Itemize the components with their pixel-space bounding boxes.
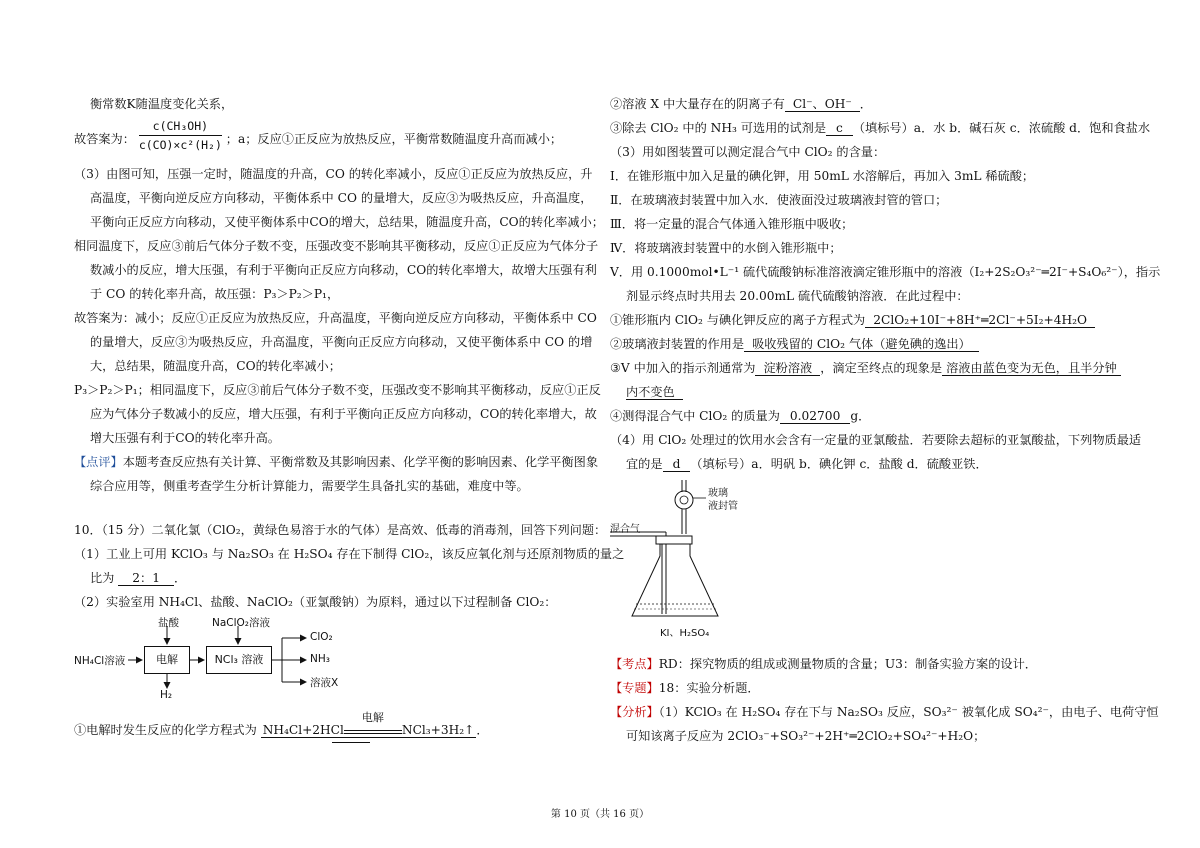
clo2-output-label: ClO₂ — [310, 631, 333, 643]
h2-label: H₂ — [160, 689, 173, 701]
answer-blank: 溶液由蓝色变为无色，且半分钟 — [942, 361, 1121, 376]
text-line: P₃＞P₂＞P₁；相同温度下，反应③前后气体分子数不变，压强改变不影响其平衡移动，反应①正反 — [74, 383, 601, 397]
text-line: Ⅲ．将一定量的混合气体通入锥形瓶中吸收； — [610, 217, 854, 231]
analysis-text: （1）KClO₃ 在 H₂SO₄ 存在下与 Na₂SO₃ 反应，SO₃²⁻ 被氧化成 SO₄²⁻，由电子、电荷守恒 — [658, 705, 1159, 719]
text-line: 应为气体分子数减小的反应，增大压强，有利于平衡向正反应方向移动，CO的转化率增大，故 — [90, 407, 597, 421]
text-line: 相同温度下，反应③前后气体分子数不变，压强改变不影响其平衡移动，反应①正反应为气体分子 — [74, 239, 599, 253]
knowledge-point-text: RD：探究物质的组成或测量物质的含量；U3：制备实验方案的设计． — [658, 657, 1037, 671]
page-footer: 第 10 页（共 16 页） — [550, 809, 650, 820]
answer-line — [610, 408, 870, 424]
answer-middle: ，滴定至终点的现象是 — [820, 361, 943, 375]
equilibrium-constant-fraction — [139, 118, 222, 153]
text-line: 平衡向正反应方向移动，又使平衡体系中CO的增大，总结果，随温度升高，CO的转化率减小； — [90, 215, 604, 229]
topic-tag: 【专题】 — [610, 681, 659, 695]
answer-blank: Cl⁻、OH⁻ — [785, 97, 860, 112]
answer-line — [610, 312, 1095, 328]
topic-text: 18：实验分析题． — [658, 681, 760, 695]
text-line: 故答案为：减小；反应①正反应为放热反应，升高温度，平衡向逆反应方向移动，平衡体系中 CO — [74, 311, 597, 325]
answer-suffix: g． — [850, 409, 871, 423]
answer-line — [626, 384, 683, 400]
answer-blank: 2：1 — [118, 571, 174, 586]
text-line: 剂显示终点时共用去 20.00mL 硫代硫酸钠溶液．在此过程中： — [626, 289, 969, 303]
electrolysis-condition — [344, 711, 402, 734]
liquid-seal-label-line2: 液封管 — [708, 501, 738, 512]
answer-blank: d — [663, 457, 691, 472]
text-line: Ⅴ．用 0.1000mol•L⁻¹ 硫代硫酸钠标准溶液滴定锥形瓶中的溶液（I₂+2S₂O₃²⁻═2I⁻+S₄O₆²⁻），指示 — [610, 265, 1161, 279]
answer-suffix: ． — [476, 723, 489, 737]
text-line: （3）由图可知，压强一定时，随温度的升高，CO 的转化率减小，反应①正反应为放热反应，升 — [74, 167, 593, 181]
equation-products: NCl₃+3H₂↑ — [401, 723, 475, 737]
answer-prefix: ③V 中加入的指示剂通常为 — [610, 361, 756, 375]
mixed-gas-label: 混合气 — [610, 524, 640, 535]
answer-suffix: （填标号）a．明矾 b．碘化钾 c．盐酸 d．硫酸亚铁． — [690, 457, 988, 471]
text-line: （2）实验室用 NH₄Cl、盐酸、NaClO₂（亚氯酸钠）为原料，通过以下过程制备 ClO₂： — [74, 595, 557, 609]
flask-contents-label: KI、H₂SO₄ — [660, 628, 710, 639]
solution-x-output-label: 溶液X — [310, 677, 339, 689]
knowledge-point-line — [610, 656, 1037, 672]
liquid-seal-label-line1: 玻璃 — [708, 488, 728, 499]
topic-line — [610, 680, 760, 696]
answer-prefix: ②玻璃液封装置的作用是 — [610, 337, 745, 351]
equation-underline — [332, 742, 370, 743]
naclo2-solution-label: NaClO₂溶液 — [212, 617, 271, 629]
answer-prefix: ④测得混合气中 ClO₂ 的质量为 — [610, 409, 780, 423]
answer-prefix: 比为 — [90, 571, 115, 585]
text-line: Ⅰ．在锥形瓶中加入足量的碘化钾，用 50mL 水溶解后，再加入 3mL 稀硫酸； — [610, 169, 1035, 183]
answer-blank: 吸收残留的 ClO₂ 气体（避免碘的逸出） — [744, 337, 979, 352]
text-line: 可知该离子反应为 2ClO₃⁻+SO₃²⁻+2H⁺═2ClO₂+SO₄²⁻+H₂O； — [626, 729, 986, 743]
answer-blank: 0.02700 — [780, 409, 850, 424]
answer-blank — [261, 711, 477, 738]
answer-blank: c — [826, 121, 853, 136]
text-line: Ⅱ．在玻璃液封装置中加入水．使液面没过玻璃液封管的管口； — [610, 193, 948, 207]
equation-reactants: NH₄Cl+2HCl — [262, 723, 344, 737]
answer-suffix: （填标号）a．水 b．碱石灰 c．浓硫酸 d．饱和食盐水 — [852, 121, 1151, 135]
comment-line — [74, 454, 598, 470]
fraction-denominator: c(CO)×c²(H₂) — [138, 138, 222, 152]
answer-blank: 2ClO₂+10I⁻+8H⁺═2Cl⁻+5I₂+4H₂O — [865, 313, 1095, 328]
answer-line — [626, 456, 988, 472]
text-line: 于 CO 的转化率升高，故压强：P₃＞P₂＞P₁， — [90, 287, 340, 301]
answer-line — [610, 336, 979, 352]
fraction-numerator: c(CH₃OH) — [139, 118, 222, 136]
answer-line — [90, 570, 186, 586]
text-line: 高温度，平衡向逆反应方向移动，平衡体系中 CO 的量增大，反应③为吸热反应，升高温度， — [90, 191, 593, 205]
text-line: （3）用如图装置可以测定混合气中 ClO₂ 的含量： — [610, 145, 886, 159]
ncl3-solution-box: NCl₃ 溶液 — [206, 646, 272, 674]
answer-prefix: ①锥形瓶内 ClO₂ 与碘化钾反应的离子方程式为 — [610, 313, 866, 327]
hcl-label: 盐酸 — [158, 617, 179, 629]
question-10-title: 10．（15 分）二氧化氯（ClO₂，黄绿色易溶于水的气体）是高效、低毒的消毒剂，回答下列问题： — [74, 523, 607, 537]
answer-line — [74, 711, 489, 738]
answer-suffix: ． — [173, 571, 187, 585]
electrolysis-box: 电解 — [144, 646, 190, 674]
comment-tag: 【点评】 — [74, 455, 123, 469]
answer-line — [610, 96, 872, 112]
nh4cl-solution-label: NH₄Cl溶液 — [74, 655, 126, 667]
knowledge-point-tag: 【考点】 — [610, 657, 659, 671]
text-line: 数减小的反应，增大压强，有利于平衡向正反应方向移动，CO的转化率增大，故增大压强有利 — [90, 263, 597, 277]
answer-line — [74, 119, 563, 153]
answer-prefix: ③除去 ClO₂ 中的 NH₃ 可选用的试剂是 — [610, 121, 827, 135]
answer-blank: 淀粉溶液 — [755, 361, 820, 376]
analysis-tag: 【分析】 — [610, 705, 659, 719]
answer-blank: 内不变色 — [626, 385, 683, 400]
answer-suffix: ． — [859, 97, 872, 111]
answer-line — [610, 360, 1121, 376]
answer-prefix: ①电解时发生反应的化学方程式为 — [74, 723, 257, 737]
text-line: 大，总结果，随温度升高，CO的转化率减小； — [90, 359, 341, 373]
text-line: 的量增大，反应③为吸热反应，升高温度，平衡向正反应方向移动，又使平衡体系中 CO 的增 — [90, 335, 593, 349]
analysis-line — [610, 704, 1159, 720]
text-line: 增大压强有利于CO的转化率升高。 — [90, 431, 280, 445]
comment-text: 本题考查反应热有关计算、平衡常数及其影响因素、化学平衡的影响因素、化学平衡图象 — [122, 455, 599, 469]
answer-line — [610, 120, 1150, 136]
answer-prefix: 宜的是 — [626, 457, 663, 471]
answer-text: ；a；反应①正反应为放热反应，平衡常数随温度升高而减小； — [225, 132, 563, 146]
text-line: Ⅳ．将玻璃液封装置中的水倒入锥形瓶中； — [610, 241, 842, 255]
text-line: （1）工业上可用 KClO₃ 与 Na₂SO₃ 在 H₂SO₄ 存在下制得 ClO₂，该反应氧化剂与还原剂物质的量之 — [74, 547, 625, 561]
nh3-output-label: NH₃ — [310, 653, 330, 665]
text-line: （4）用 ClO₂ 处理过的饮用水会含有一定量的亚氯酸盐．若要除去超标的亚氯酸盐，下列物质最适 — [610, 433, 1142, 447]
answer-prefix: ②溶液 X 中大量存在的阴离子有 — [610, 97, 785, 111]
text-line: 衡常数K随温度变化关系， — [90, 97, 234, 111]
text-line: 综合应用等，侧重考查学生分析计算能力，需要学生具备扎实的基础，难度中等。 — [90, 479, 529, 493]
condition-text: 电解 — [361, 711, 384, 724]
answer-label: 故答案为： — [74, 132, 135, 146]
